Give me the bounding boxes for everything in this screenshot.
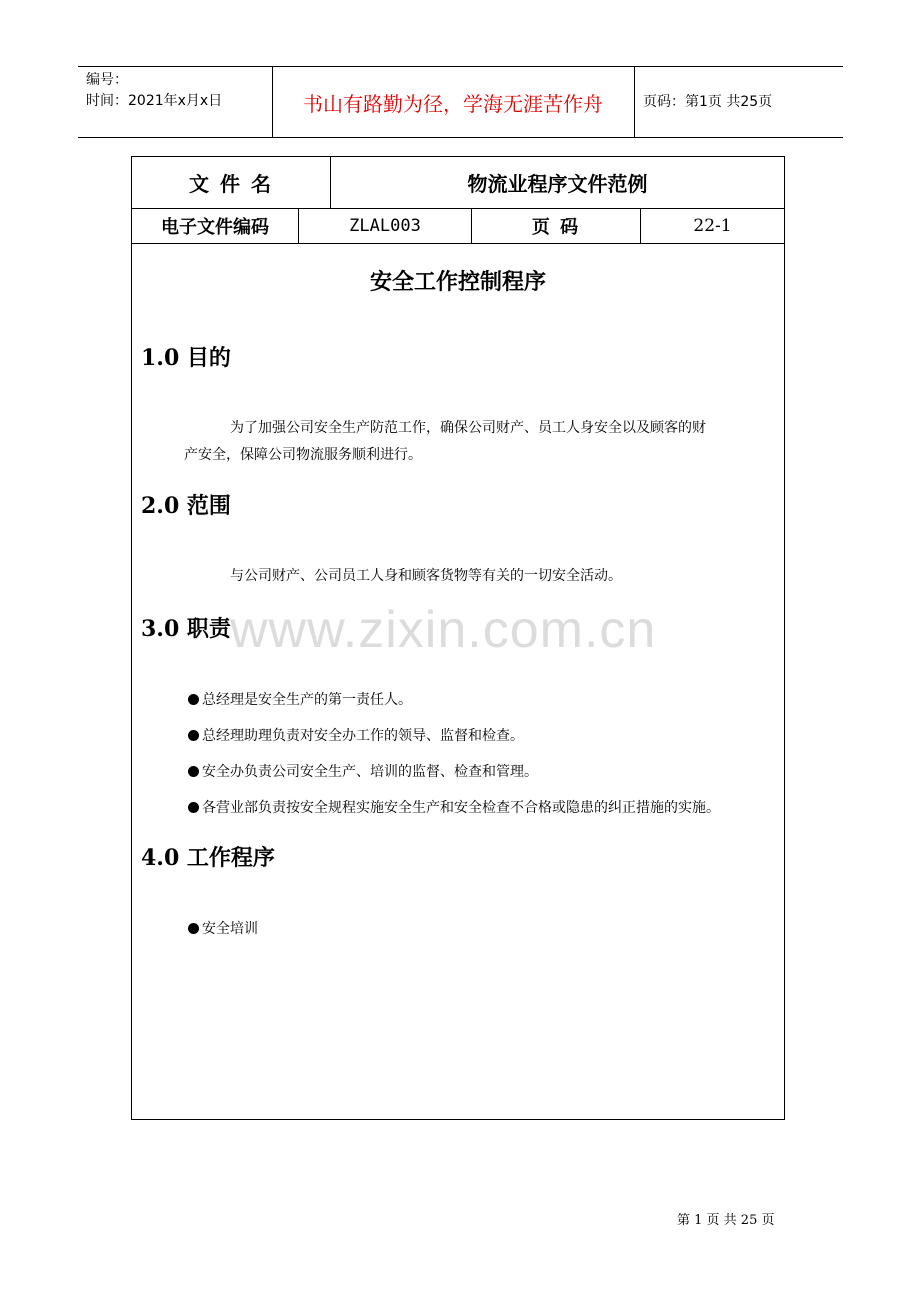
header-page-info: 页码：第1页 共25页 [643,94,773,110]
section-heading-purpose: 1.0 目的 [141,345,231,371]
page-header [78,66,843,138]
purpose-text-line2: 产安全，保障公司物流服务顺利进行。 [184,447,422,463]
section-heading-scope: 2.0 范围 [141,493,231,519]
bullet-dot-icon [188,802,199,813]
list-item [188,725,524,745]
list-item [188,689,412,709]
code-value: ZLAL003 [349,215,421,236]
section-heading-responsibilities: 3.0 职责 [141,616,231,642]
purpose-text-line1: 为了加强公司安全生产防范工作，确保公司财产、员工人身安全以及顾客的财 [230,420,706,436]
header-motto: 书山有路勤为径，学海无涯苦作舟 [303,91,603,116]
page-label: 页 码 [531,216,581,238]
list-item [188,761,538,781]
scope-text: 与公司财产、公司员工人身和顾客货物等有关的一切安全活动。 [230,568,622,584]
watermark: www.zixin.com.cn [230,601,657,659]
list-item [188,918,258,938]
bullet-dot-icon [188,730,199,741]
page-value: 22-1 [693,215,732,236]
page-footer: 第 1 页 共 25 页 [677,1213,775,1228]
list-item-text: 总经理助理负责对安全办工作的领导、监督和检查。 [202,728,524,744]
bullet-dot-icon [188,766,199,777]
code-label: 电子文件编码 [161,216,269,238]
file-name-label: 文 件 名 [189,172,273,196]
list-item-text: 各营业部负责按安全规程实施安全生产和安全检查不合格或隐患的纠正措施的实施。 [202,800,720,816]
bullet-dot-icon [188,694,199,705]
header-meta [86,70,222,112]
document-title: 安全工作控制程序 [369,270,546,295]
header-divider [634,67,635,137]
file-code-row [132,208,784,244]
section-heading-procedure: 4.0 工作程序 [141,845,275,871]
time-label: 时间：2021年x月x日 [86,93,223,109]
list-item-text: 安全培训 [202,921,258,937]
list-item [188,797,720,817]
file-name-value: 物流业程序文件范例 [467,172,648,196]
number-label: 编号： [86,72,128,88]
list-item-text: 总经理是安全生产的第一责任人。 [202,692,412,708]
file-name-row [132,157,784,209]
bullet-dot-icon [188,923,199,934]
list-item-text: 安全办负责公司安全生产、培训的监督、检查和管理。 [202,764,538,780]
